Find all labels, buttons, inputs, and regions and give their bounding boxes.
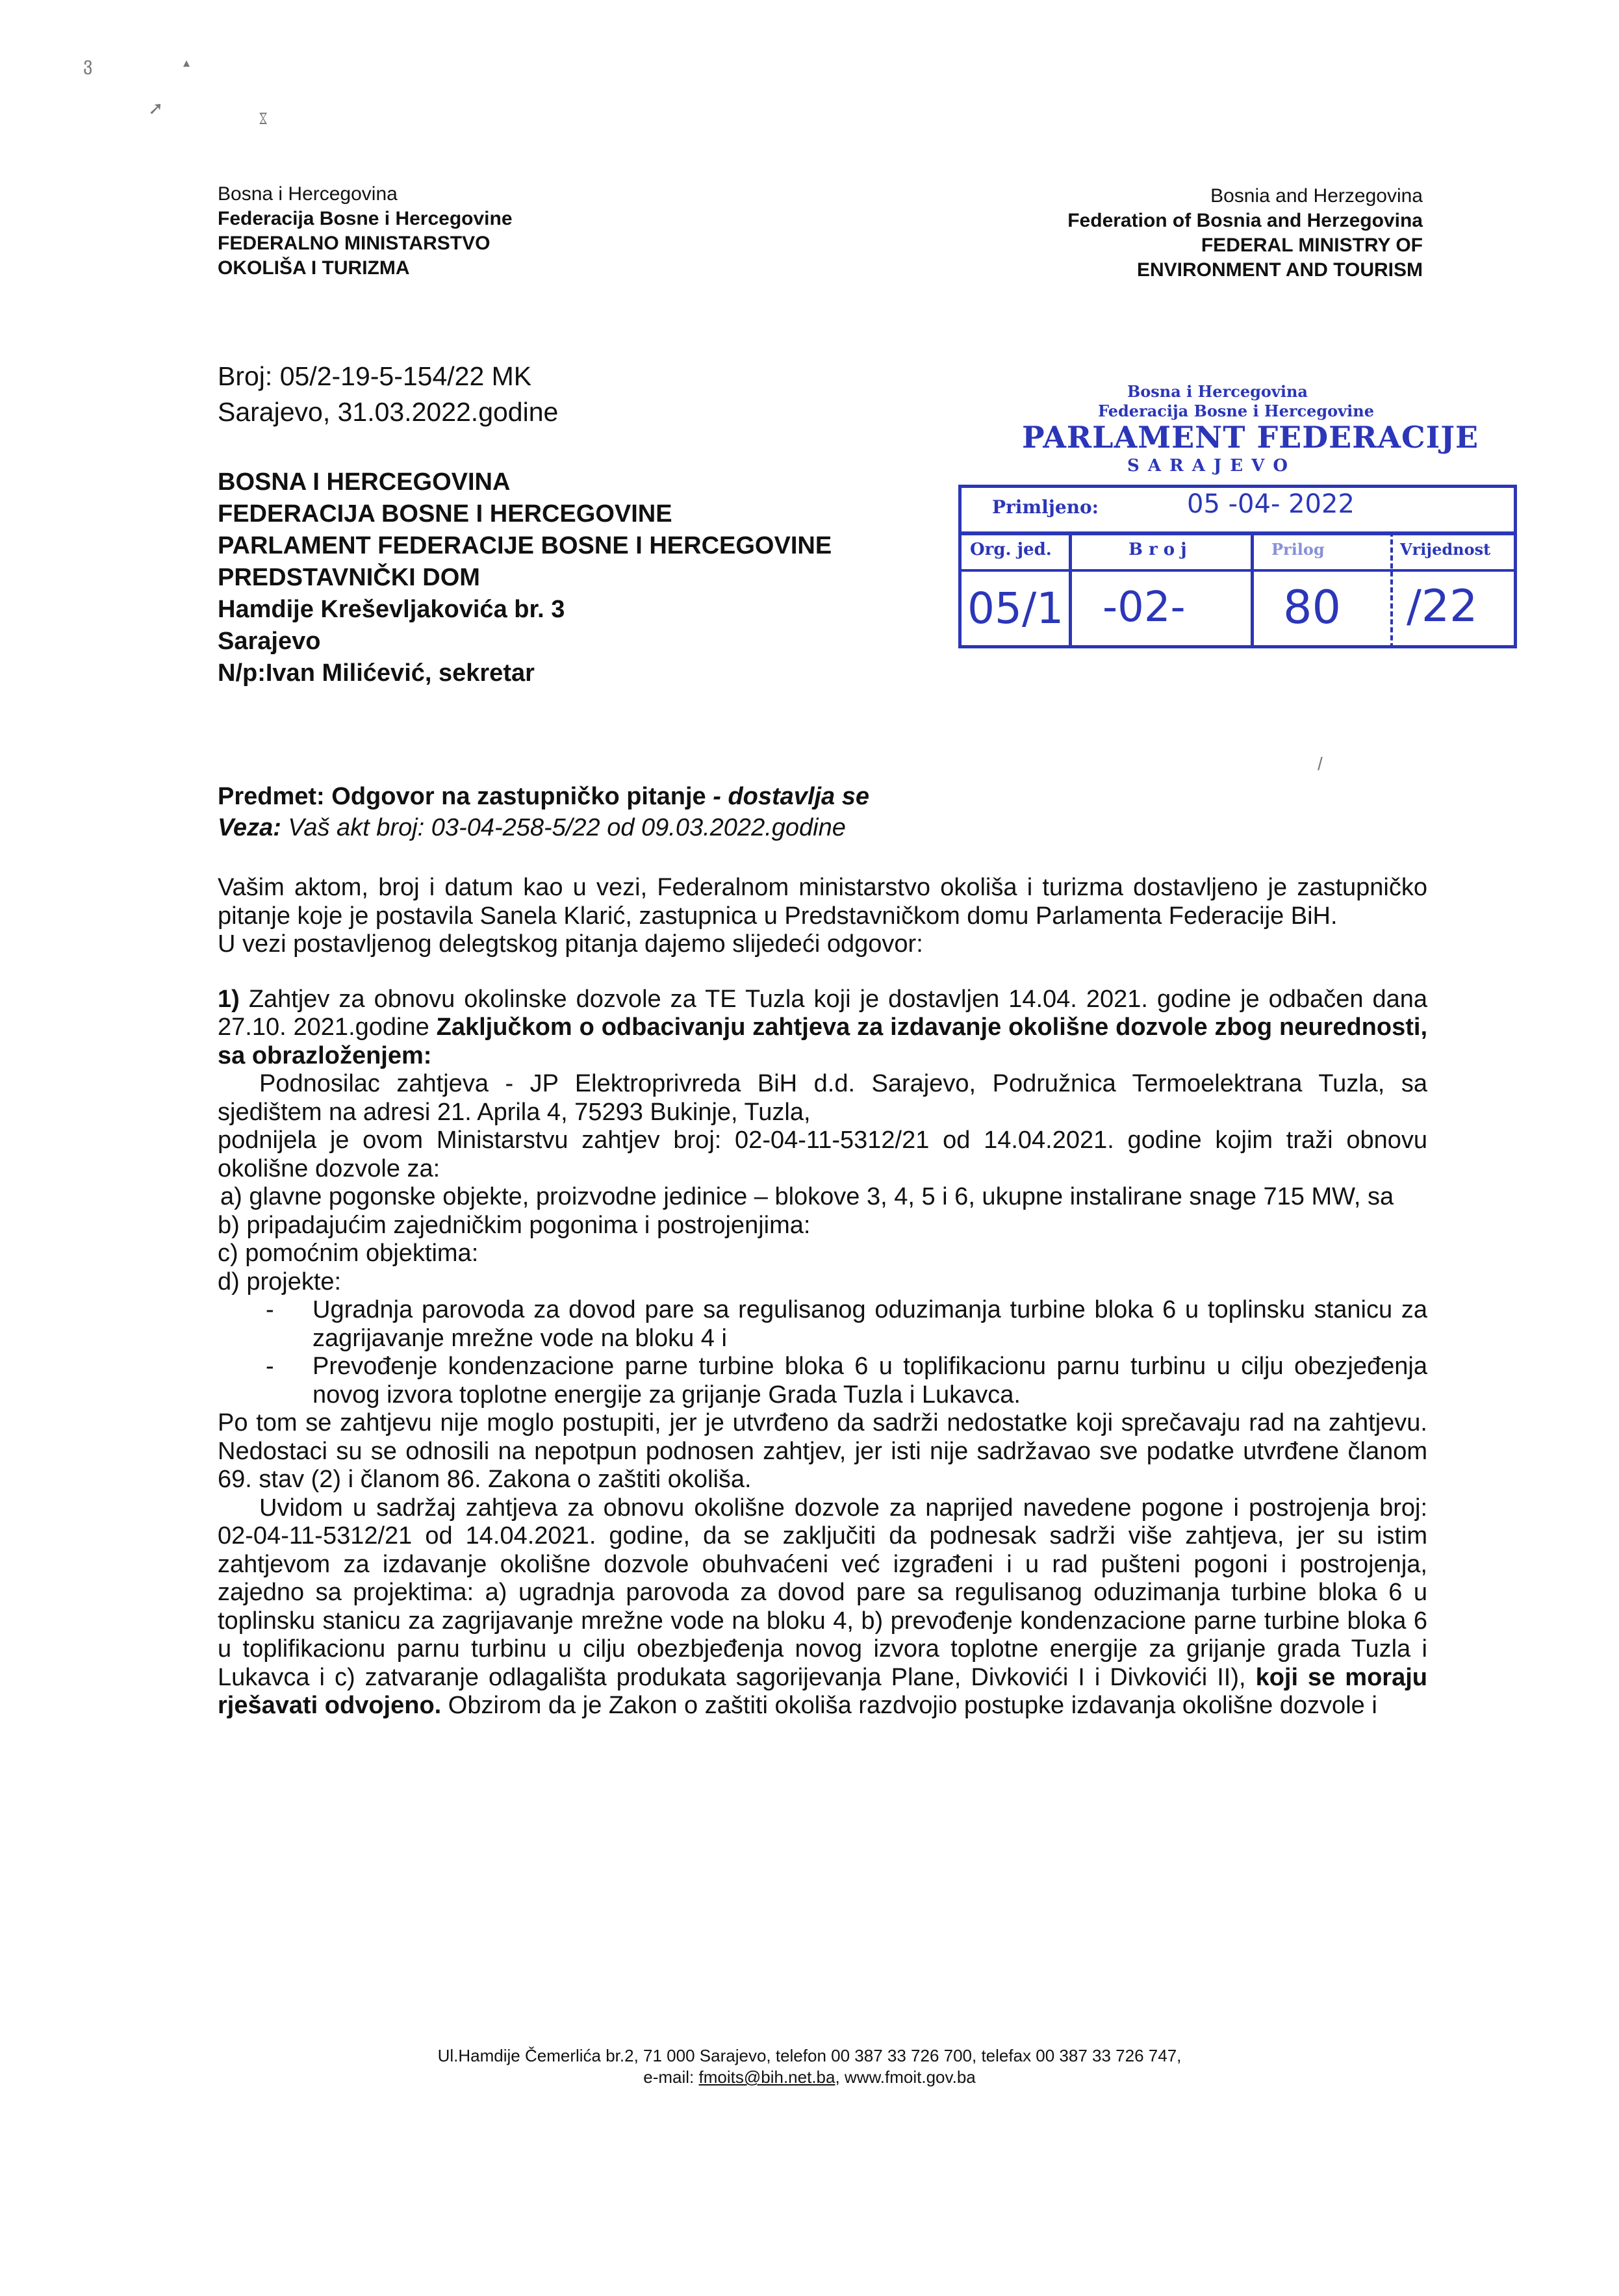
subject-text: Odgovor na zastupničko pitanje xyxy=(331,783,706,810)
reference-number: Broj: 05/2-19-5-154/22 MK xyxy=(218,361,532,391)
received-stamp xyxy=(952,376,1517,648)
footer-address: Ul.Hamdije Čemerlića br.2, 71 000 Sarajevo, telefon 00 387 33 726 700, telefax 00 387 33 726 747, xyxy=(437,2046,1182,2065)
stamp-title: PARLAMENT FEDERACIJE xyxy=(1022,420,1479,455)
letter-body xyxy=(218,874,1427,1720)
stamp-line: Federacija Bosne i Hercegovine xyxy=(1098,402,1374,420)
subject-suffix: - dostavlja se xyxy=(713,783,870,810)
body-paragraph: podnijela je ovom Ministarstvu zahtjev broj: 02-04-11-5312/21 od 14.04.2021. godine kojim traži obnovu okolišne dozvole za: xyxy=(218,1127,1427,1182)
footer-web[interactable]: , www.fmoit.gov.ba xyxy=(835,2067,976,2087)
header-right-entity: Federation of Bosnia and Herzegovina xyxy=(1067,210,1423,231)
dash-list-item xyxy=(218,1296,1427,1353)
stamp-line: Bosna i Hercegovina xyxy=(1127,382,1308,401)
header-right xyxy=(1067,184,1423,283)
body-paragraph: Podnosilac zahtjeva - JP Elektroprivreda BiH d.d. Sarajevo, Podružnica Termoelektrana Tuzla, sa sjedištem na adresi 21. Aprila 4, 75293 Bukinje, Tuzla, xyxy=(218,1070,1427,1126)
dash-item-text: Ugradnja parovoda za dovod pare sa regulisanog oduzimanja turbine bloka 6 u toplinsku stanicu za zagrijavanje mrežne vode na bloku 4 i xyxy=(312,1296,1427,1352)
subject-label: Predmet: xyxy=(218,783,325,810)
recipient-line: PARLAMENT FEDERACIJE BOSNE I HERCEGOVINE xyxy=(218,532,832,559)
list-item: b) pripadajućim zajedničkim pogonima i postrojenjima: xyxy=(218,1211,811,1239)
recipient-line: FEDERACIJA BOSNE I HERCEGOVINE xyxy=(218,500,672,528)
veza-text: Vaš akt broj: 03-04-258-5/22 od 09.03.2022.godine xyxy=(288,814,846,841)
header-right-country: Bosnia and Herzegovina xyxy=(1210,185,1423,207)
recipient-line: PREDSTAVNIČKI DOM xyxy=(218,564,480,591)
body-bold-text: koji se moraju rješavati odvojeno. xyxy=(218,1663,1427,1719)
veza-label: Veza: xyxy=(218,814,281,841)
stamp-val-value: /22 xyxy=(1407,581,1478,632)
header-left xyxy=(218,182,513,281)
stamp-val-number: -02- xyxy=(1103,583,1186,631)
header-right-ministry: FEDERAL MINISTRY OF xyxy=(1201,235,1423,256)
recipient-block xyxy=(218,466,832,689)
scan-mark: ೱ xyxy=(259,108,268,128)
body-paragraph: Po tom se zahtjevu nije moglo postupiti, jer je utvrđeno da sadrži nedostatke koji sprečavaju rad na zahtjevu. Nedostaci su se odnosili na nepotpun podnosen zahtjev, jer isti nije sadržavao sve podatke utvrđene članom 69. stav (2) i članom 86. Zakona o zaštiti okoliša. xyxy=(218,1409,1427,1493)
scan-mark: ▴ xyxy=(183,56,190,70)
list-item: a) glavne pogonske objekte, proizvodne jedinice – blokove 3, 4, 5 i 6, ukupne instalirane snage 715 MW, sa xyxy=(220,1183,1394,1210)
stamp-received-label: Primljeno: xyxy=(992,496,1099,518)
answer-bold-text: Zaključkom o odbacivanju zahtjeva za izdavanje okolišne dozvole zbog neurednosti, sa obrazloženjem: xyxy=(218,1014,1428,1069)
body-paragraph xyxy=(218,1494,1427,1720)
body-paragraph: U vezi postavljenog delegtskog pitanja dajemo slijedeći odgovor: xyxy=(218,930,923,958)
dash-bullet: - xyxy=(266,1353,274,1380)
stamp-divider xyxy=(1390,531,1393,648)
header-left-country: Bosna i Hercegovina xyxy=(218,183,398,205)
dash-item-text: Prevođenje kondenzacione parne turbine bloka 6 u toplifikacionu parnu turbinu u cilju obezjeđenja novog izvora toplotne energije za grijanje Grada Tuzla i Lukavca. xyxy=(312,1353,1427,1409)
header-left-ministry: FEDERALNO MINISTARSTVO xyxy=(218,233,491,254)
reference-block xyxy=(218,359,558,430)
list-item: c) pomoćnim objektima: xyxy=(218,1240,479,1267)
scan-mark: ვ xyxy=(83,54,93,74)
recipient-city: Sarajevo xyxy=(218,628,321,655)
stamp-val-attachment: 80 xyxy=(1283,581,1342,634)
recipient-attention: N/p:Ivan Milićević, sekretar xyxy=(218,659,535,687)
stamp-col-org: Org. jed. xyxy=(970,540,1052,559)
dash-bullet: - xyxy=(266,1296,274,1323)
subject-block xyxy=(218,781,869,843)
stamp-divider xyxy=(1251,531,1254,648)
footer-contact xyxy=(0,2067,1619,2088)
list-item: d) projekte: xyxy=(218,1268,342,1295)
body-paragraph: Vašim aktom, broj i datum kao u vezi, Federalnom ministarstvo okoliša i turizma dostavljeno je zastupničko pitanje koje je postavila Sanela Klarić, zastupnica u Predstavničkom domu Parlamenta Federacije BiH. xyxy=(218,874,1427,930)
body-text: Uvidom u sadržaj zahtjeva za obnovu okolišne dozvole za naprijed navedene pogone i postrojenja broj: 02-04-11-5312/21 od 14.04.2021. godine, da se zaključiti da podnesak sadrži više zahtjeva, jer su istim zahtjevom za izdavanje okolišne dozvole obuhvaćeni već izgrađeni i u rad pušteni pogoni i postrojenja, zajedno sa projektima: a) ugradnja parovoda za dovod pare sa regulisanog oduzimanja turbine bloka 6 u toplinsku stanicu za zagrijavanje mrežne vode na bloku 4, b) prevođenje kondenzacione parne turbine bloka 6 u toplifikacionu parnu turbinu u cilju obezbjeđenja novog izvora toplotne energije za grijanje grada Tuzla i Lukavca i c) zatvaranje odlagališta produkata sagorijevanja Plane, Divkovići I i Divkovići II), xyxy=(218,1494,1427,1691)
footer xyxy=(0,2045,1619,2088)
header-left-entity: Federacija Bosne i Hercegovine xyxy=(218,208,513,229)
scan-mark: ➚ xyxy=(148,98,164,118)
stamp-divider xyxy=(958,569,1517,572)
answer-text: Zahtjev za obnovu okolinske dozvole za TE Tuzla koji je dostavljen 14.04. 2021. godine je odbačen dana 27.10. 2021.godine xyxy=(218,985,1427,1041)
reference-date: Sarajevo, 31.03.2022.godine xyxy=(218,397,559,427)
recipient-line: BOSNA I HERCEGOVINA xyxy=(218,468,511,496)
stamp-col-attachment: Prilog xyxy=(1271,540,1325,559)
header-left-ministry-name: OKOLIŠA I TURIZMA xyxy=(218,257,410,279)
stamp-col-value: Vrijednost xyxy=(1400,540,1491,559)
stamp-val-org: 05/1 xyxy=(967,583,1064,633)
recipient-address: Hamdije Kreševljakovića br. 3 xyxy=(218,596,565,623)
stamp-received-date: 05 -04- 2022 xyxy=(1187,489,1355,519)
stamp-divider xyxy=(1069,531,1072,648)
answer-number: 1) xyxy=(218,985,240,1013)
header-right-ministry-name: ENVIRONMENT AND TOURISM xyxy=(1136,259,1423,281)
veza-line xyxy=(218,812,869,843)
body-text: Obzirom da je Zakon o zaštiti okoliša razdvojio postupke izdavanja okolišne dozvole i xyxy=(448,1692,1377,1719)
subject-line xyxy=(218,781,869,812)
dash-list-item xyxy=(218,1353,1427,1409)
spacer xyxy=(218,959,1427,986)
answer-item-1 xyxy=(218,986,1427,1071)
stamp-col-number: B r o j xyxy=(1128,540,1187,559)
stamp-city: S A R A J E V O xyxy=(1127,456,1290,476)
footer-email-label: e-mail: xyxy=(643,2067,695,2087)
scan-mark: / xyxy=(1318,754,1323,774)
footer-email-link[interactable]: fmoits@bih.net.ba xyxy=(698,2067,835,2087)
